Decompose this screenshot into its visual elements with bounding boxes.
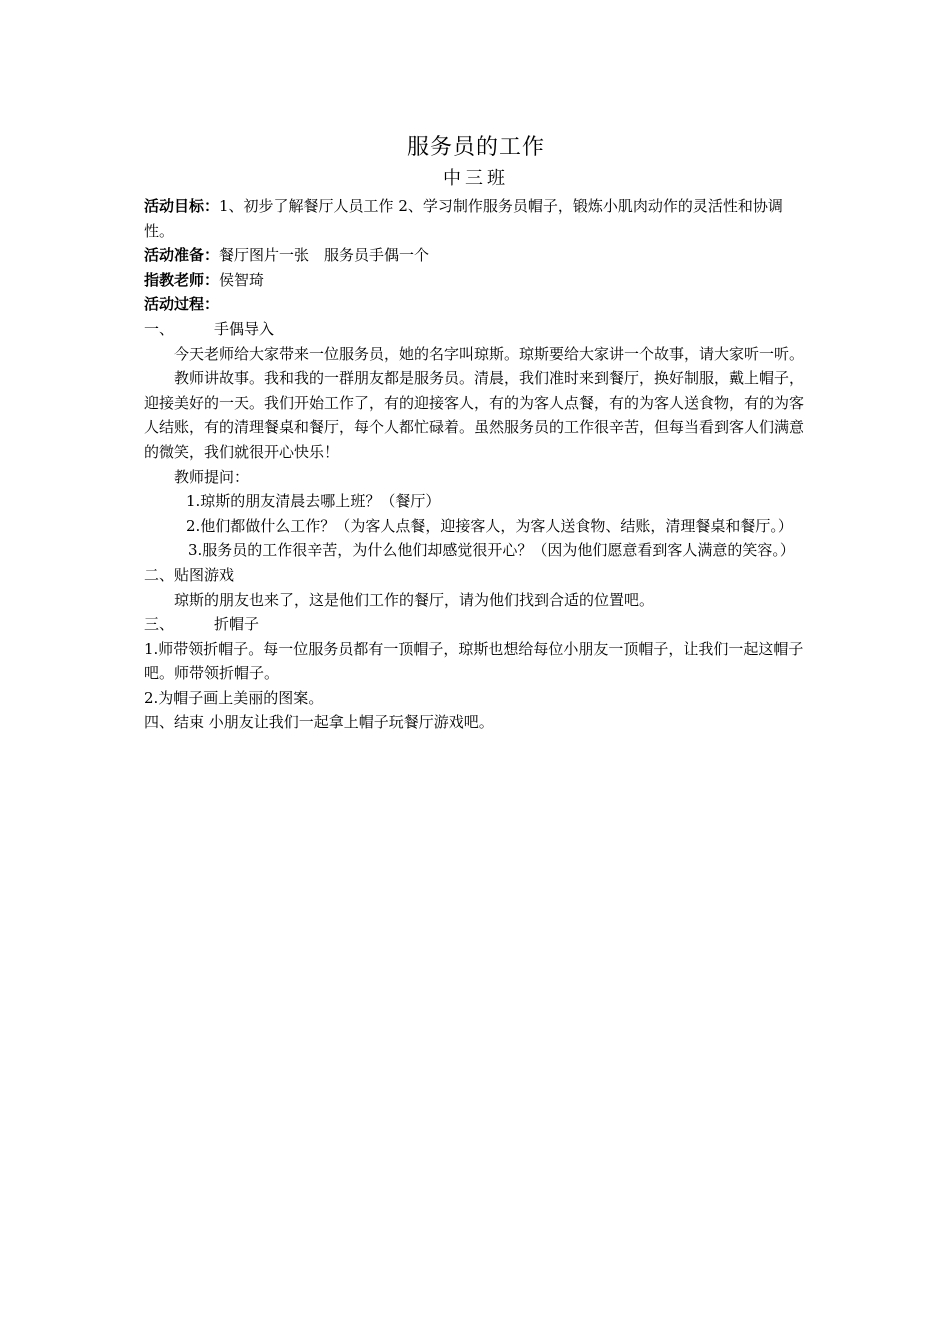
section-4-text: 小朋友让我们一起拿上帽子玩餐厅游戏吧。 (208, 713, 494, 732)
section-4-heading: 四、结束 (144, 713, 205, 732)
process-heading (144, 292, 808, 317)
section-1-title: 手偶导入 (214, 319, 275, 338)
section-2-text: 琼斯的朋友也来了，这是他们工作的餐厅，请为他们找到合适的位置吧。 (174, 590, 655, 609)
page-title: 服务员的工作 (406, 135, 545, 160)
section-1-intro: 今天老师给大家带来一位服务员，她的名字叫琼斯。琼斯要给大家讲一个故事，请大家听一听。 (174, 344, 805, 363)
process-label: 活动过程： (144, 295, 220, 314)
teacher-ask-label: 教师提问： (174, 467, 250, 486)
activity-goal-label: 活动目标： (144, 197, 220, 215)
teacher-line (144, 268, 808, 293)
section-1-number: 一、 (144, 319, 175, 338)
question-1: 1.琼斯的朋友清晨去哪上班？（餐厅） (186, 492, 441, 511)
section-3-heading (144, 612, 808, 637)
activity-goal (144, 194, 808, 243)
activity-prep-text: 餐厅图片一张 服务员手偶一个 (219, 246, 430, 265)
question-2: 2.他们都做什么工作？（为客人点餐，迎接客人，为客人送食物、结账，清理餐桌和餐厅。） (186, 516, 793, 535)
section-3-item-1: 1.师带领折帽子。每一位服务员都有一顶帽子，琼斯也想给每位小朋友一顶帽子，让我们一起这帽子吧。师带领折帽子。 (144, 639, 804, 683)
section-2-heading: 二、贴图游戏 (144, 565, 235, 584)
section-3-title: 折帽子 (214, 615, 260, 634)
activity-goal-text: 1、初步了解餐厅人员工作 2、学习制作服务员帽子，锻炼小肌肉动作的灵活性和协调性。 (144, 197, 783, 240)
section-3-item-2: 2.为帽子画上美丽的图案。 (144, 688, 324, 707)
class-name: 中三班 (443, 168, 509, 189)
section-3-number: 三、 (144, 615, 175, 634)
section-1-heading (144, 317, 808, 342)
section-1-story: 教师讲故事。我和我的一群朋友都是服务员。清晨，我们准时来到餐厅，换好制服，戴上帽子，迎接美好的一天。我们开始工作了，有的迎接客人，有的为客人点餐，有的为客人送食物，有的为客人结账，有的清理餐桌和餐厅，每个人都忙碌着。虽然服务员的工作很辛苦，但每当看到客人们满意的微笑，我们就很开心快乐！ (144, 369, 805, 461)
document-body (144, 130, 808, 735)
section-4-line (144, 710, 808, 735)
activity-prep (144, 243, 808, 268)
teacher-label: 指教老师： (144, 270, 220, 289)
activity-prep-label: 活动准备： (144, 246, 220, 265)
question-3: 3.服务员的工作很辛苦，为什么他们却感觉很开心？（因为他们愿意看到客人满意的笑容。） (188, 541, 795, 560)
teacher-name: 侯智琦 (219, 270, 265, 289)
